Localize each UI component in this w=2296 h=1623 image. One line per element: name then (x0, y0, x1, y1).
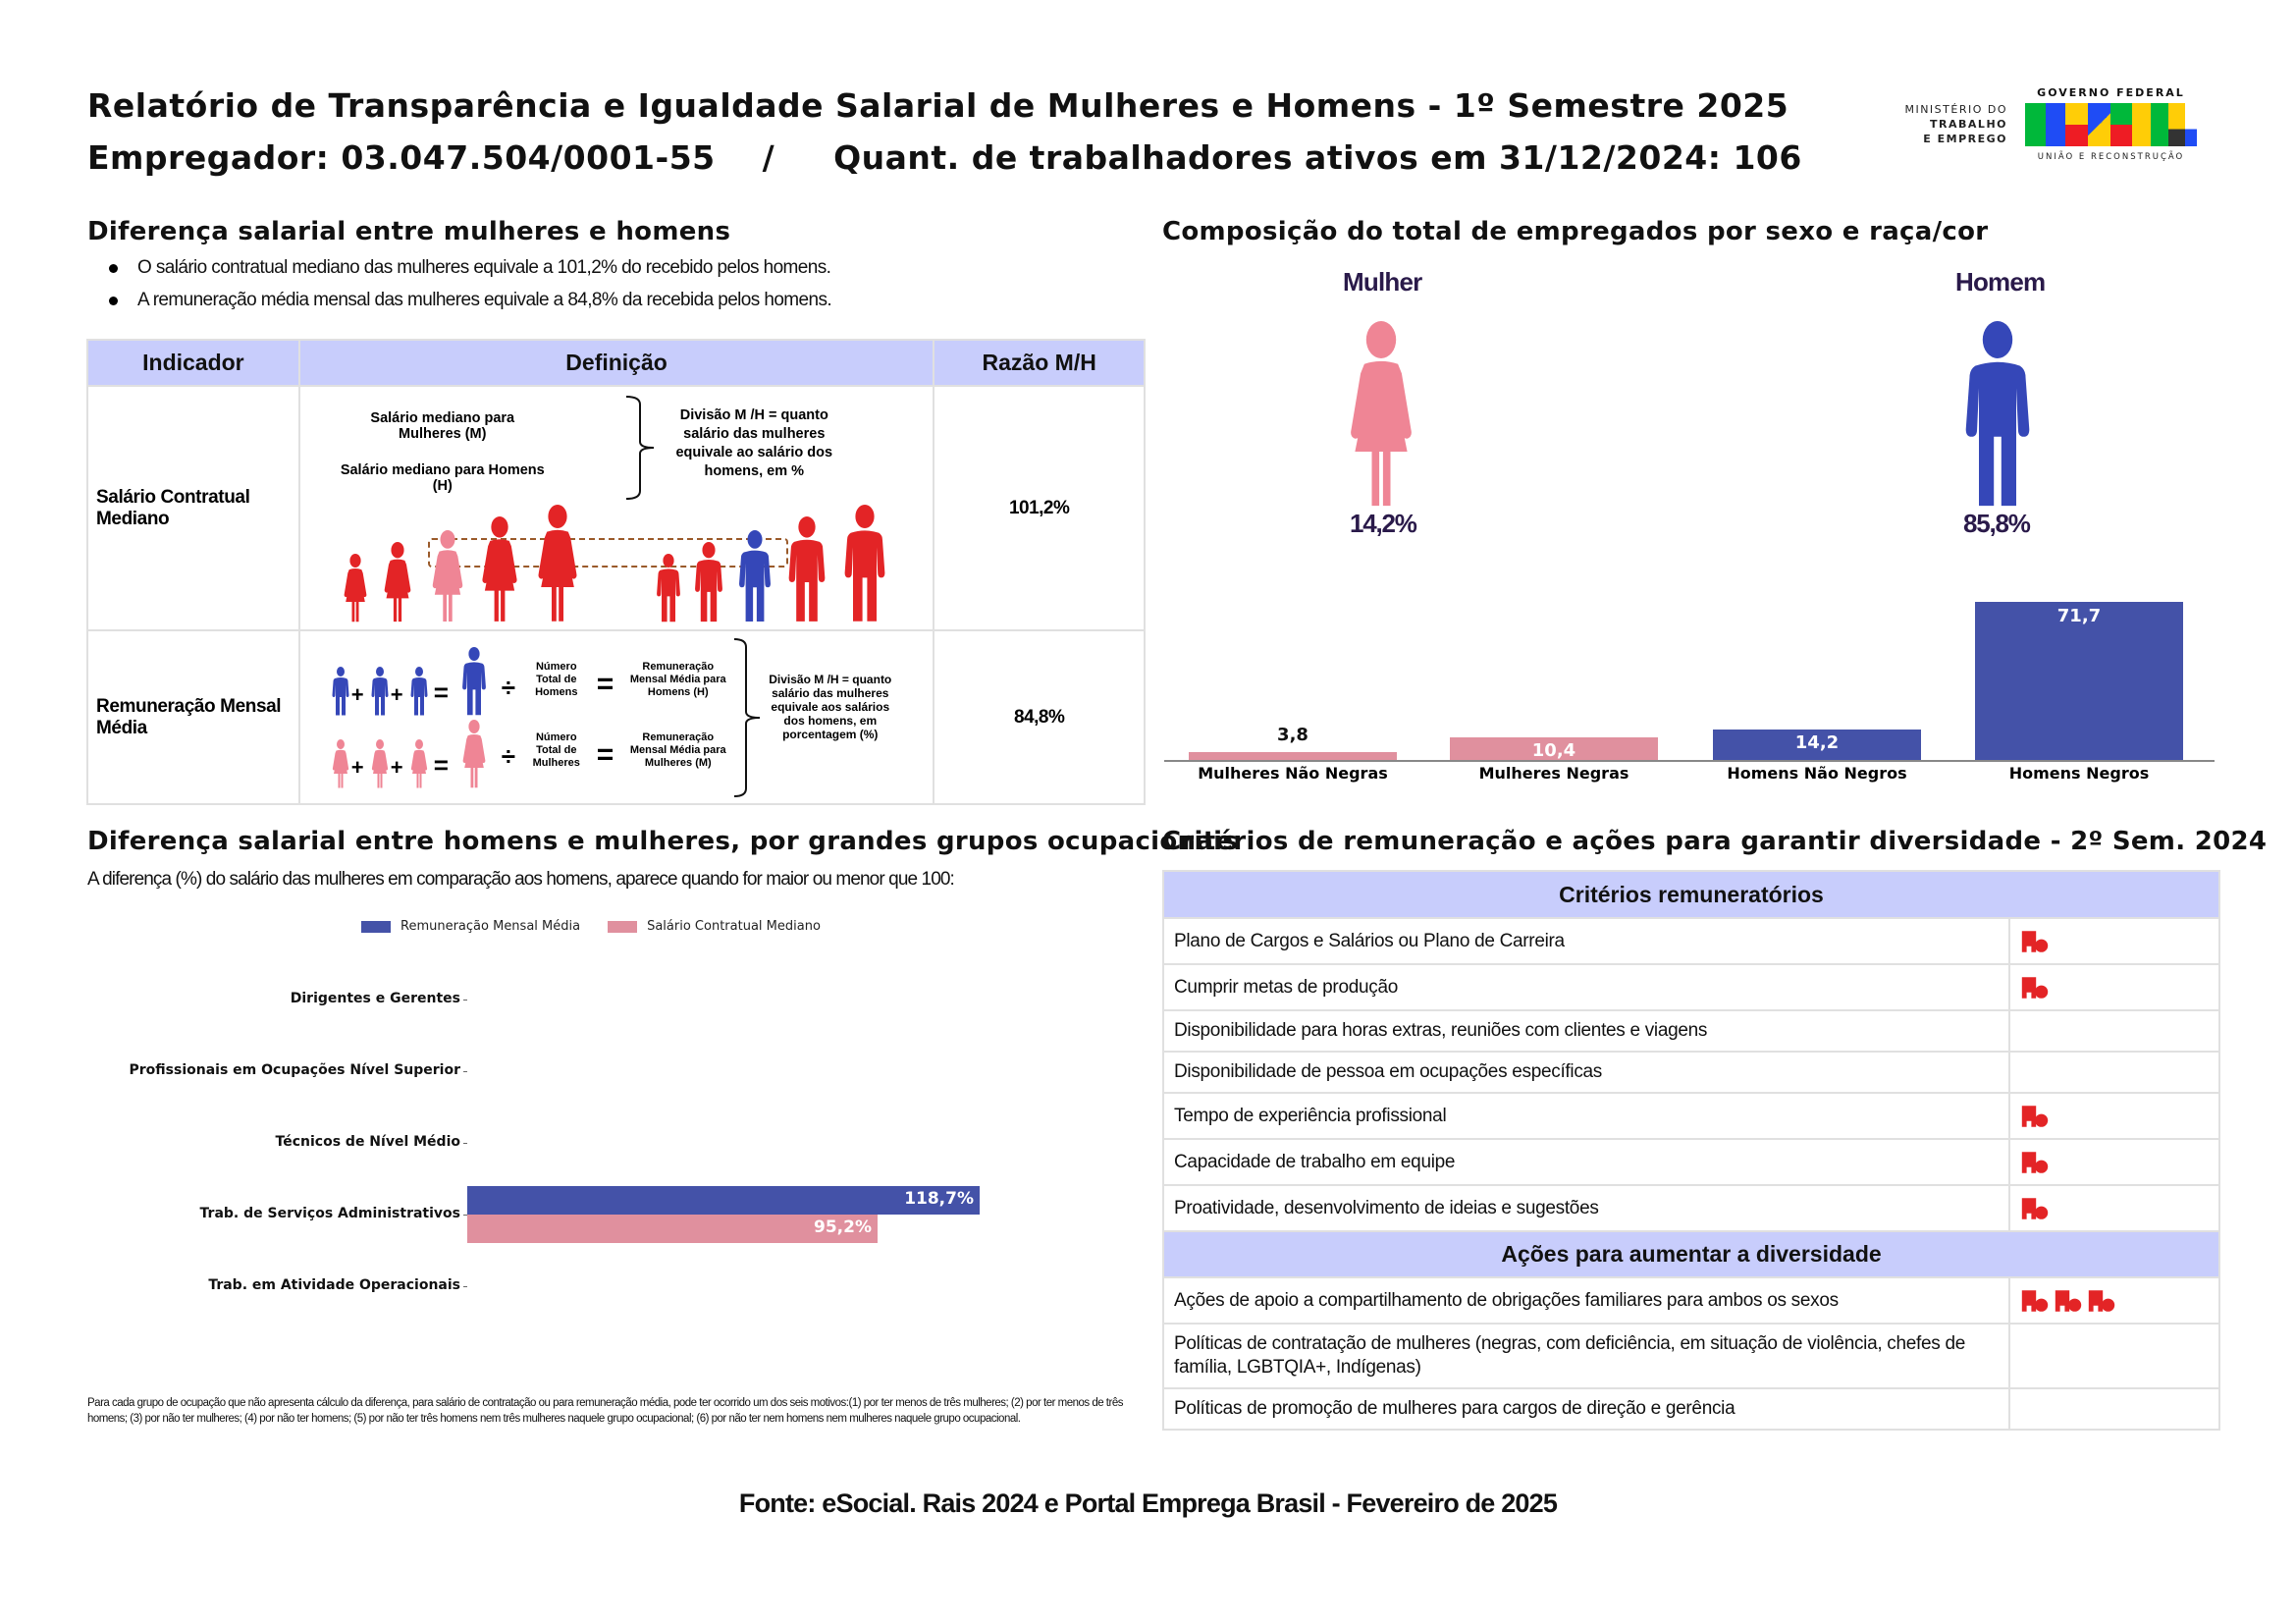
table-row (1163, 1277, 2219, 1324)
building-check-icon (2054, 1289, 2083, 1313)
indicator-average: Remuneração Mensal Média (87, 630, 299, 804)
salary-gap-title: Diferença salarial entre mulheres e homens (87, 217, 731, 246)
woman-icon (367, 739, 393, 788)
ratio-average: 84,8% (934, 630, 1145, 804)
diversity-icons (2009, 1277, 2219, 1324)
category-label: Trab. em Atividade Operacionais (208, 1277, 460, 1293)
legend-label-median: Salário Contratual Mediano (647, 919, 821, 934)
ministry-line3: E EMPREGO (1923, 133, 2007, 145)
men-avg-label: Remuneração Mensal Média para Homens (H) (629, 661, 726, 698)
hbar-value: 118,7% (904, 1189, 974, 1209)
section-header-diversity: Ações para aumentar a diversidade (1163, 1231, 2219, 1277)
bar-value: 10,4 (1531, 740, 1576, 761)
man-icon (654, 554, 683, 622)
gov-top: GOVERNO FEDERAL (2037, 86, 2185, 99)
tick (463, 1286, 467, 1287)
woman-icon (328, 739, 353, 788)
criteria-title: Critérios de remuneração e ações para garantir diversidade - 2º Sem. 2024 (1162, 827, 2268, 856)
table-row (1163, 1010, 2219, 1052)
bar-category: Mulheres Negras (1478, 764, 1629, 783)
men-count-label: Número Total de Homens (535, 661, 578, 698)
woman-icon (379, 542, 416, 622)
tick (463, 1000, 467, 1001)
col-indicator: Indicador (87, 340, 299, 386)
man-icon (838, 505, 891, 622)
composition-title: Composição do total de empregados por sexo e raça/cor (1162, 217, 1989, 246)
divide-icon: ÷ (501, 673, 516, 702)
men-pct: 85,8% (1963, 509, 2030, 538)
building-check-icon (2020, 930, 2050, 953)
bullet-text-1: O salário contratual mediano das mulheres equivale a 101,2% do recebido pelos homens. (137, 257, 831, 278)
man-icon (691, 542, 726, 622)
source-footer: Fonte: eSocial. Rais 2024 e Portal Emprega Brasil - Fevereiro de 2025 (738, 1488, 1558, 1518)
man-icon (1944, 321, 2052, 508)
definition-median (299, 386, 934, 630)
building-check-icon (2020, 1197, 2050, 1220)
diversity-icons (2009, 1388, 2219, 1430)
table-row (87, 386, 1145, 630)
criteria-icons (2009, 1185, 2219, 1231)
building-check-icon (2020, 1105, 2050, 1128)
def-women-median: Salário mediano para Mulheres (M) (370, 410, 515, 442)
tick (463, 1143, 467, 1144)
diversity-label: Políticas de contratação de mulheres (negras, com deficiência, em situação de violência, chefes de família, LGBTQIA+, Indígenas) (1163, 1324, 2009, 1388)
category-label: Profissionais em Ocupações Nível Superior (129, 1062, 460, 1078)
woman-icon (1327, 321, 1435, 508)
footnote: Para cada grupo de ocupação que não apresenta cálculo da diferença, para salário de contratação ou para remuneração média, pode ter ocorrido um dos seis motivos:(1) por ter menos de três mulheres; (2) por ter menos de três homens; (3) por não ter mulheres; (4) por não ter homens; (5) por não ter três homens nem três mulheres naquele grupo ocupacional; (6) por não ter nem homens nem mulheres naquele grupo ocupacional. (87, 1397, 1123, 1425)
man-icon (367, 667, 393, 716)
bullet-text-2: A remuneração média mensal das mulheres equivale a 84,8% da recebida pelos homens. (137, 290, 832, 310)
employer-line: Empregador: 03.047.504/0001-55 / Quant. de trabalhadores ativos em 31/12/2024: 106 (87, 138, 1802, 177)
table-row (87, 630, 1145, 804)
building-check-icon (2020, 1289, 2050, 1313)
def-result-median: Divisão M /H = quanto salário das mulheres equivale ao salário dos homens, em % (675, 407, 833, 479)
table-row (1163, 1185, 2219, 1231)
bar-value: 14,2 (1794, 732, 1840, 753)
man-icon (783, 516, 830, 622)
table-row (1163, 1139, 2219, 1185)
table-row (1163, 1324, 2219, 1388)
women-count-label: Número Total de Mulheres (532, 731, 580, 769)
occupational-subtitle: A diferença (%) do salário das mulheres em comparação aos homens, aparece quando for maior ou menor que 100: (87, 869, 954, 890)
man-median-icon (734, 530, 775, 622)
ministry-line1: MINISTÉRIO DO (1904, 103, 2007, 116)
building-check-icon (2087, 1289, 2116, 1313)
occupational-title: Diferença salarial entre homens e mulheres, por grandes grupos ocupacionais (87, 827, 1239, 856)
criteria-icons (2009, 918, 2219, 964)
def-men-median: Salário mediano para Homens (H) (340, 462, 545, 494)
ministry-line2: TRABALHO (1930, 118, 2007, 131)
bar-category: Mulheres Não Negras (1198, 764, 1388, 783)
legend-label-avg: Remuneração Mensal Média (400, 919, 581, 934)
woman-icon (475, 516, 524, 622)
table-row (1163, 918, 2219, 964)
indicator-median: Salário Contratual Mediano (87, 386, 299, 630)
women-label: Mulher (1343, 267, 1422, 297)
diversity-icons (2009, 1324, 2219, 1388)
women-pct: 14,2% (1350, 509, 1416, 538)
table-row (1163, 1388, 2219, 1430)
men-label: Homem (1955, 267, 2046, 297)
brasil-wordmark-icon (2025, 103, 2197, 146)
diversity-label: Ações de apoio a compartilhamento de obrigações familiares para ambos os sexos (1163, 1277, 2009, 1324)
building-check-icon (2020, 976, 2050, 1000)
bar-category: Homens Negros (2008, 764, 2150, 783)
legend-swatch-men-icon (361, 921, 391, 933)
criteria-label: Cumprir metas de produção (1163, 964, 2009, 1010)
category-label: Técnicos de Nível Médio (275, 1134, 460, 1150)
tick (463, 1071, 467, 1072)
criteria-label: Proatividade, desenvolvimento de ideias e sugestões (1163, 1185, 2009, 1231)
table-row (1163, 1052, 2219, 1093)
building-check-icon (2020, 1151, 2050, 1174)
criteria-icons (2009, 964, 2219, 1010)
criteria-table (1162, 870, 2220, 1431)
gov-bottom: UNIÃO E RECONSTRUÇÃO (2037, 152, 2185, 162)
woman-icon (530, 505, 585, 622)
criteria-label: Disponibilidade para horas extras, reuniões com clientes e viagens (1163, 1010, 2009, 1052)
equals-icon: = (596, 668, 614, 700)
bar-chart-baseline (1164, 760, 2215, 762)
plus-icon: + (350, 682, 364, 707)
bullet-1 (109, 257, 830, 279)
section-header-criteria: Critérios remuneratórios (1163, 871, 2219, 918)
bullet-2 (109, 290, 831, 311)
plus-icon: + (390, 682, 403, 707)
table-row (1163, 964, 2219, 1010)
woman-icon (457, 720, 491, 788)
criteria-label: Tempo de experiência profissional (1163, 1093, 2009, 1139)
divide-icon: ÷ (501, 741, 516, 771)
ministry-logo (1890, 102, 2007, 146)
category-label: Dirigentes e Gerentes (290, 991, 460, 1006)
criteria-icons (2009, 1010, 2219, 1052)
col-definition: Definição (299, 340, 934, 386)
bar-value: 3,8 (1277, 725, 1308, 745)
woman-icon (406, 739, 432, 788)
criteria-icons (2009, 1052, 2219, 1093)
report-title: Relatório de Transparência e Igualdade Salarial de Mulheres e Homens - 1º Semestre 2025 (87, 86, 1789, 125)
criteria-icons (2009, 1093, 2219, 1139)
criteria-icons (2009, 1139, 2219, 1185)
equals-icon: = (596, 738, 614, 771)
brace-icon (732, 637, 766, 798)
chart-legend (361, 919, 821, 934)
indicator-table (86, 339, 1146, 805)
definition-average (299, 630, 934, 804)
women-avg-label: Remuneração Mensal Média para Mulheres (M) (629, 731, 726, 769)
bullet-dot-icon (109, 297, 118, 305)
diversity-label: Políticas de promoção de mulheres para cargos de direção e gerência (1163, 1388, 2009, 1430)
equals-icon: = (433, 677, 449, 707)
category-label: Trab. de Serviços Administrativos (199, 1206, 460, 1221)
ratio-median: 101,2% (934, 386, 1145, 630)
bar-category: Homens Não Negros (1727, 764, 1907, 783)
plus-icon: + (350, 755, 364, 780)
table-row (1163, 1093, 2219, 1139)
bar-value: 71,7 (2056, 606, 2102, 626)
legend-swatch-women-icon (608, 921, 637, 933)
gov-brasil-logo (2025, 86, 2197, 162)
criteria-label: Disponibilidade de pessoa em ocupações específicas (1163, 1052, 2009, 1093)
woman-icon (340, 554, 371, 622)
plus-icon: + (390, 755, 403, 780)
def-result-average: Divisão M /H = quanto salário das mulheres equivale aos salários dos homens, em porcentagem (%) (769, 673, 892, 741)
bar-mulheres-nao-negras (1189, 752, 1397, 760)
col-ratio: Razão M/H (934, 340, 1145, 386)
brace-icon (624, 395, 664, 501)
man-icon (457, 647, 491, 716)
criteria-label: Capacidade de trabalho em equipe (1163, 1139, 2009, 1185)
criteria-label: Plano de Cargos e Salários ou Plano de Carreira (1163, 918, 2009, 964)
man-icon (328, 667, 353, 716)
hbar-value: 95,2% (814, 1217, 872, 1237)
man-icon (406, 667, 432, 716)
equals-icon: = (433, 750, 449, 780)
bullet-dot-icon (109, 264, 118, 273)
woman-median-icon (426, 530, 469, 622)
